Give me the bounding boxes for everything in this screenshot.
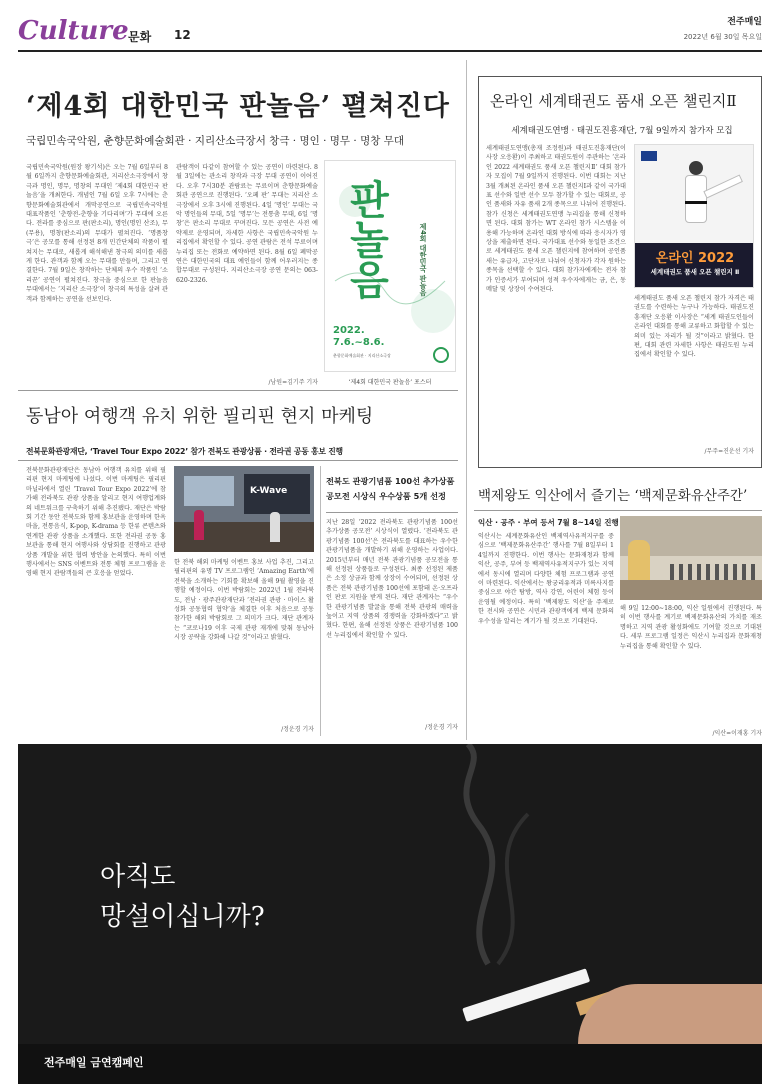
paper-name: 전주매일 <box>727 17 762 27</box>
lead-poster-caption: ‘제4회 대한민국 판놀음’ 포스터 <box>348 379 432 386</box>
ad-footer-text: 전주매일 금연캠페인 <box>44 1056 144 1069</box>
antismoking-ad <box>18 744 762 1084</box>
awards-headline: 전북도 관광기념품 100선 추가상품 공모전 시상식 우수상품 5개 선정 <box>326 476 455 501</box>
photo-floor <box>620 580 762 600</box>
philippines-headline: 동남아 여행객 유치 위한 필리핀 현지 마케팅 <box>26 406 374 427</box>
ad-headline-line2: 망설이십니까? <box>100 902 265 932</box>
athlete-belt <box>685 201 707 204</box>
philippines-credit: /정운경 기자 <box>281 726 314 733</box>
photo-screen <box>184 476 234 506</box>
awards-credit: /정운경 기자 <box>425 724 458 731</box>
awards-box <box>326 466 458 734</box>
philippines-subhead-rule <box>18 460 458 461</box>
awards-rule <box>326 512 458 513</box>
page-number: 12 <box>174 28 191 42</box>
section-title-ko: 문화 <box>128 30 152 44</box>
taekwondo-credit: /무주=진운선 기자 <box>704 448 754 455</box>
baekje-credit: /익산=이재홍 기자 <box>712 730 762 737</box>
philippines-body-col2: 한 전북 해외 마케팅 이벤트 홍보 사업 추진, 그리고 필리핀의 유명 TV 프로그램인 ‘Amazing Earth’에 전북을 소개하는 기회를 확보해 올해 9월 촬영을 진행할 예정이다. 이번 박람회는 2022년 1월 전라북도, 전남 · 광주관광재단과 ‘전라권 관광 · 마이스 활성화 공동협력 협약’을 체결한 이후 처음으로 공동 참가한 해외 박람회로 그 의미가 크다. 재단 관계자는 “코로나19 이후 국제 관광 재개에 맞춰 동남아 시장 공략을 강화해 나갈 것”이라고 밝혔다. <box>174 559 314 642</box>
philippines-body-col1: 전북문화관광재단은 동남아 여행객 유치를 위해 필리핀 현지 마케팅에 나섰다. 이번 마케팅은 필리핀 마닐라에서 열린 ‘Travel Tour Expo 2022’에 참가해 전라북도 관광 상품을 알리고 현지 여행업계와의 네트워크를 구축하기 위해 추진됐다. 재단은 박람회 기간 동안 전북도와 함께 홍보관을 운영하며 한옥마을, 전통음식, K-pop, K-drama 등 한류 콘텐츠와 연계한 관광 상품을 소개했다. 또한 전라권 공동 홍보관을 통해 현지 여행사와 상담회를 진행하고 관광 상품 개발을 위한 협력 방안을 논의했다. 특히 이번 행사에서는 SNS 이벤트와 전통 체험 프로그램을 운영해 현지 관람객들의 큰 호응을 얻었다. <box>26 467 166 578</box>
poster-wt-logo <box>641 151 657 161</box>
poster-venue: 춘향문화예술회관 · 지리산소극장 <box>333 353 391 358</box>
philippines-awards-divider <box>320 466 321 736</box>
baekje-body-right: 해 9일 12:00~18:00, 익산 일원에서 진행된다. 특히 이번 행사를 계기로 백제문화유산의 가치를 재조명하고 지역 관광 활성화에도 기여할 것으로 기대된다. 세부 프로그램 일정은 익산시 누리집과 문화재청 누리집을 통해 확인할 수 있다. <box>620 605 762 650</box>
masthead <box>18 14 762 50</box>
athlete-leg <box>703 174 743 198</box>
lead-headline: ‘제4회 대한민국 판놀음’ 펼쳐진다 <box>26 91 450 122</box>
philippines-subhead: 전북문화관광재단, ‘Travel Tour Expo 2022’ 참가 전북도 관광상품 · 전라권 공동 홍보 진행 <box>26 447 343 456</box>
photo-person-1 <box>194 510 204 540</box>
baekje-subhead: 익산 · 공주 · 부여 등서 7월 8~14일 진행 <box>478 518 619 527</box>
photo-crowd-dots <box>670 564 756 580</box>
taekwondo-headline: 온라인 세계태권도 품새 오픈 챌린지Ⅱ <box>490 92 737 110</box>
lead-credit: /남원=김기주 기자 <box>268 379 318 386</box>
photo-booth-sign: K-Wave <box>250 486 288 496</box>
baekje-body-left: 익산시는 세계문화유산인 백제역사유적지구를 중심으로 ‘백제문화유산주간’ 행사를 7월 8일부터 14일까지 진행한다. 이번 행사는 문화재청과 함께 익산, 공주, 부여 등 백제역사유적지구가 있는 지역에서 동시에 열리며 다양한 체험 프로그램과 공연이 마련된다. 익산에서는 왕궁리유적과 미륵사지를 중심으로 야간 탐방, 역사 강연, 어린이 체험 등이 운영될 예정이다. 특히 ‘백제왕도 익산’을 주제로 한 전시와 공연은 시민과 관광객에게 백제 문화의 우수성을 알리는 계기가 될 것으로 기대된다. <box>478 533 614 625</box>
taekwondo-subhead: 세계태권도연맹 · 태권도진흥재단, 7월 9일까지 참가자 모집 <box>511 126 733 136</box>
poster-line1: 온라인 2022 <box>655 251 735 266</box>
poster-big-title: 판놀음 <box>343 179 390 299</box>
baekje-headline: 백제왕도 익산에서 즐기는 ‘백제문화유산주간’ <box>478 488 748 504</box>
athlete-figure <box>689 161 703 175</box>
section-title-en: Culture <box>18 16 129 46</box>
poster-title: 제4회 대한민국 판놀음 <box>419 223 427 296</box>
baekje-rule <box>474 510 762 511</box>
lead-body-col2: 관람객이 다같이 참여할 수 있는 공연이 마련된다. 8월 3일에는 관소리 창작과 극장 무대 공연이 이어진다. 오후 7시30분 관람료는 무료이며 춘향문화예술회관 공연으로 진행된다. ‘오페 판’ 무대는 지리산 소극장에서 오후 3시에 진행된다. 4일 ‘명인’ 무대는 국악 명인들의 무대, 5일 ‘명무’는 전통춤 무대, 6일 ‘명창’은 판소리 무대로 꾸며진다. 모든 공연은 사전 예약제로 운영되며, 자세한 사항은 국립민속국악원 누리집에서 확인할 수 있다. 공연 관람은 전석 무료이며 누리집 또는 전화로 예약하면 된다. 8월 6일 폐막공연은 대한민국의 대표 예인들이 함께 어우러지는 종합무대로 구성된다. 지리산소극장 공연 문의는 063-620-2326. <box>176 164 318 284</box>
taekwondo-body-top: 세계태권도연맹(총재 조정원)과 태권도진흥재단(이사장 오응환)이 주최하고 태권도원이 주관하는 ‘온라인 2022 세계태권도 품새 오픈 챌린지Ⅱ’ 대회 참가자 모집이 7월 9일까지 진행된다. 이번 대회는 지난 3월 개최된 온라인 품새 오픈 챌린지Ⅰ과 같이 국가대표 선수와 일반 선수 모두 참가할 수 있는 대회로, 공인 품새와 자유 품새 2개 종목으로 나뉘어 진행된다. 참가 신청은 세계태권도연맹 누리집을 통해 신청하면 된다. 대회 참가는 WT 온라인 참가 시스템을 이용해 가능하며 온라인 대회 방식에 따라 응시자가 영상을 제출하면 된다. 국가대표 선수와 동일한 조건으로 세계태권도 품새 오픈 챌린지에 참여하며 공인품새는 유급자, 고단자로 나뉘어 신청자가 각자 원하는 종목을 선택할 수 있다. 대회 참가자에게는 전자 참가 인증서가 부여되며 성적 우수자에게는 금, 은, 동메달 및 상장이 수여된다. <box>486 145 626 294</box>
masthead-rule <box>18 50 762 52</box>
philippines-photo <box>174 466 314 552</box>
taekwondo-body-right: 세계태권도 품새 오픈 챌린지 참가 자격은 태권도를 수련하는 누구나 가능하다. 태권도진흥재단 오응환 이사장은 “세계 태권도인들이 온라인 대회를 통해 교류하고 화합할 수 있는 의미 있는 자리가 될 것”이라고 밝혔다. 한편, 대회 관련 자세한 사항은 태권도원 누리집에서 확인할 수 있다. <box>634 295 754 359</box>
awards-body: 지난 28일 ‘2022 전라북도 관광기념품 100선 추가상품 공모전’ 시상식이 열렸다. ‘전라북도 관광기념품 100선’은 전라북도를 대표하는 우수한 관광기념품을 개발하기 위해 운영하는 사업이다. 2015년부터 매년 전북 관광기념품 공모전을 통해 선정된 상품들로 구성된다. 최종 선정된 제품은 소정 상금과 함께 상장이 수여되며, 선정된 상품은 전북 관광기념품 100선에 포함돼 온·오프라인 판로 지원을 받게 된다. 재단 관계자는 “우수한 관광기념품 발굴을 통해 전북 관광의 매력을 높이고 지역 상품의 경쟁력을 강화하겠다”고 밝혔다. 한편, 올해 선정된 상품은 관광기념품 100선 누리집에서 확인할 수 있다. <box>326 519 458 639</box>
lead-body-col1: 국립민속국악원(원장 왕기석)은 오는 7월 6일부터 8월 6일까지 춘향문화예술회관, 지리산소극장에서 창극과 명인, 명무, 명창의 무대인 ‘제4회 대한민국 판놀음’을 개최한다. 개념인 7월 6일 오후 7시에는 춘향문화예술회관에서 개막공연으로 국립민속국악원 대표작품인 ‘춘향전-춘향을 기다리며’가 무대에 오른다. 전라를 중심으로 판(판소리), 명인(명인 산조), 무(무용), 명창(판소리)의 무대가 펼쳐진다. ‘명품창극’은 공모를 통해 선정된 8개 민간단체의 작품이 펼쳐지는 무대로, 새롭게 해석해낸 창극의 의미를 새롭게 한다. 관객과 함께 오는 무대를 만들며, 그리고 연결한다. 7월 9일은 창작하는 단체의 우수 작품인 ‘소리꾼’ 공연이 펼쳐진다. 창극을 중심으로 한 판놀음 무대에서는 ‘지리산 소극장’이 창극의 특성을 살려 관객과 함께하는 공연을 선보인다. <box>26 164 168 303</box>
issue-date: 2022년 6월 30일 목요일 <box>683 33 762 41</box>
baekje-photo <box>620 516 762 600</box>
poster-line2: 세계태권도 품새 오픈 챌린지 Ⅱ <box>650 268 740 276</box>
athlete-body <box>685 175 707 223</box>
lead-poster <box>324 160 456 372</box>
photo-person-2 <box>270 512 280 542</box>
lead-bottom-rule <box>18 390 458 391</box>
column-divider <box>466 60 467 740</box>
taekwondo-poster <box>634 144 754 288</box>
poster-logo-mark <box>433 347 449 363</box>
poster-dates: 2022. 7.6.~8.6. <box>333 325 385 348</box>
ad-headline-line1: 아직도 <box>100 862 176 892</box>
lead-subhead: 국립민속국악원, 춘향문화예술회관 · 지리산소극장서 창극 · 명인 · 명무 · 명창 무대 <box>26 135 404 147</box>
